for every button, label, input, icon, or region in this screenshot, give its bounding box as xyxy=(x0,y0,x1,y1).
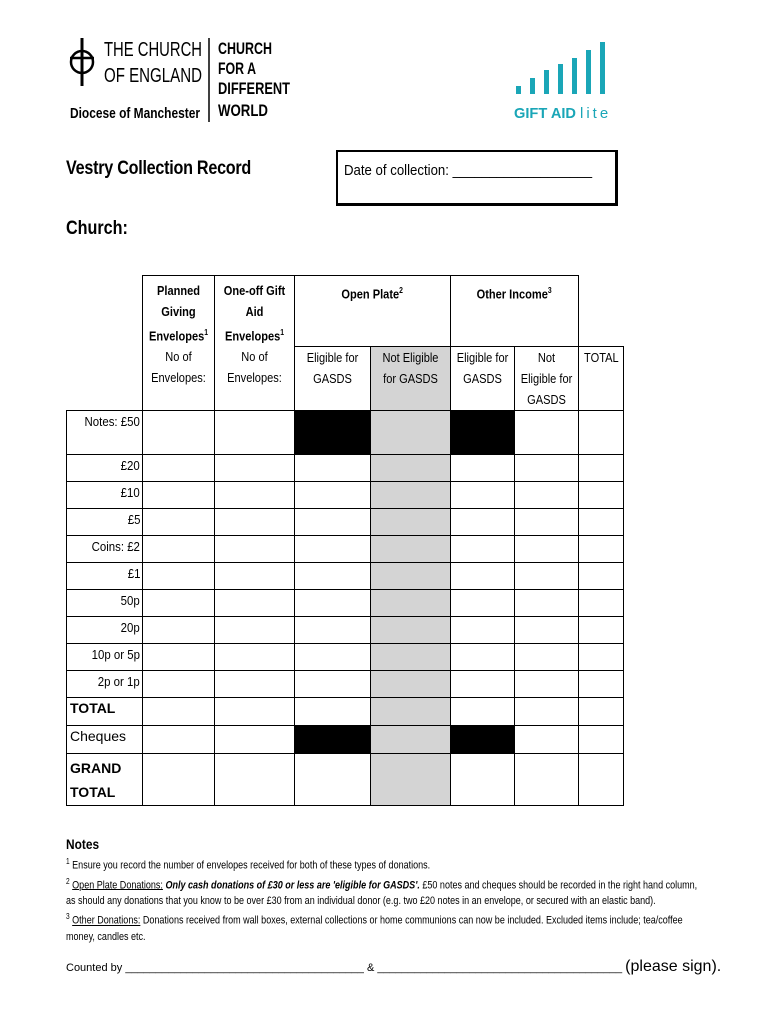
cell[interactable] xyxy=(143,725,215,753)
cell[interactable] xyxy=(451,643,515,670)
cell[interactable] xyxy=(515,589,579,616)
gift-aid-lite-text: lite xyxy=(580,105,612,122)
cell[interactable] xyxy=(215,616,295,643)
cell[interactable] xyxy=(215,589,295,616)
cell[interactable] xyxy=(515,643,579,670)
cell[interactable] xyxy=(215,410,295,454)
cell[interactable] xyxy=(295,697,371,725)
cell[interactable] xyxy=(371,589,451,616)
cell[interactable] xyxy=(371,535,451,562)
cell[interactable] xyxy=(451,697,515,725)
date-of-collection-box[interactable] xyxy=(336,150,618,206)
cell[interactable] xyxy=(515,410,579,454)
ampersand: & xyxy=(366,962,375,974)
cell[interactable] xyxy=(451,535,515,562)
cell[interactable] xyxy=(371,481,451,508)
table-row xyxy=(67,643,624,670)
cell[interactable] xyxy=(579,589,624,616)
table-row-grand-total xyxy=(67,753,624,805)
table-row xyxy=(67,481,624,508)
cell[interactable] xyxy=(143,562,215,589)
cell[interactable] xyxy=(579,697,624,725)
table-row xyxy=(67,535,624,562)
cell[interactable] xyxy=(515,535,579,562)
sub-open-plate-not-eligible: Not Eligible for GASDS xyxy=(371,346,451,410)
cell[interactable] xyxy=(371,508,451,535)
cell[interactable] xyxy=(143,670,215,697)
note-3: $^3$ Other Donations: Donations received from wall boxes, external collections or home communions can now be included. Excluded items include; tea/coffee money, candles etc. xyxy=(66,912,683,943)
cfdw-line3: DIFFERENT xyxy=(218,79,291,98)
cell-blocked xyxy=(295,725,371,753)
row-label-50p: 50p xyxy=(67,589,143,616)
notes-title: Notes xyxy=(66,836,100,852)
cell[interactable] xyxy=(515,753,579,805)
table-row xyxy=(67,562,624,589)
cell[interactable] xyxy=(371,670,451,697)
gift-aid-lite-logo xyxy=(508,38,628,124)
cell[interactable] xyxy=(143,508,215,535)
row-label-cheques: Cheques xyxy=(67,725,143,753)
cell[interactable] xyxy=(371,410,451,454)
cell[interactable] xyxy=(371,697,451,725)
sub-other-eligible: Eligible for GASDS xyxy=(451,346,515,410)
header-open-plate: Open Plate$^2$ xyxy=(295,276,451,347)
cell[interactable] xyxy=(215,508,295,535)
cell-blocked xyxy=(451,410,515,454)
header-other-income: Other Income$^3$ xyxy=(451,276,579,347)
cell[interactable] xyxy=(143,643,215,670)
signature-line-2[interactable]: ________________________________________ xyxy=(377,962,623,974)
cell[interactable] xyxy=(295,481,371,508)
cell[interactable] xyxy=(143,454,215,481)
sub-open-plate-eligible: Eligible for GASDS xyxy=(295,346,371,410)
cell-blocked xyxy=(451,725,515,753)
row-label-2: Coins: £2 xyxy=(67,535,143,562)
row-label-10p-5p: 10p or 5p xyxy=(67,643,143,670)
cell[interactable] xyxy=(451,589,515,616)
cell[interactable] xyxy=(515,562,579,589)
cell[interactable] xyxy=(451,670,515,697)
cell[interactable] xyxy=(215,562,295,589)
cell[interactable] xyxy=(295,616,371,643)
table-row-total xyxy=(67,697,624,725)
cell[interactable] xyxy=(295,535,371,562)
cell[interactable] xyxy=(515,697,579,725)
cell[interactable] xyxy=(143,753,215,805)
cfdw-line1: CHURCH xyxy=(218,39,272,58)
signature-line-1[interactable]: _______________________________________ xyxy=(125,962,364,974)
cell[interactable] xyxy=(295,753,371,805)
note-1: $^1$ Ensure you record the number of envelopes received for both of these types of donations. xyxy=(66,857,431,872)
cell[interactable] xyxy=(371,643,451,670)
cell-blocked xyxy=(295,410,371,454)
cell[interactable] xyxy=(215,481,295,508)
table-row xyxy=(67,589,624,616)
table-row xyxy=(67,670,624,697)
cell[interactable] xyxy=(143,481,215,508)
header-one-off-gift-aid: One-off Gift Aid Envelopes$^1$ xyxy=(215,276,295,347)
cell[interactable] xyxy=(295,643,371,670)
row-label-grand-total: GRAND TOTAL xyxy=(67,753,143,805)
cell[interactable] xyxy=(451,753,515,805)
coe-line1: THE CHURCH xyxy=(104,39,202,61)
sub-oneoff-no-envelopes: No of Envelopes: xyxy=(215,346,295,410)
cell[interactable] xyxy=(215,454,295,481)
cell[interactable] xyxy=(515,481,579,508)
cell[interactable] xyxy=(295,670,371,697)
cell[interactable] xyxy=(515,454,579,481)
cell[interactable] xyxy=(295,589,371,616)
row-label-total: TOTAL xyxy=(67,697,143,725)
cell[interactable] xyxy=(579,481,624,508)
row-label-20: £20 xyxy=(67,454,143,481)
cell[interactable] xyxy=(215,643,295,670)
page-title: Vestry Collection Record xyxy=(66,158,252,179)
table-row xyxy=(67,410,624,454)
coe-line2: OF ENGLAND xyxy=(104,65,202,87)
row-label-5: £5 xyxy=(67,508,143,535)
cell[interactable] xyxy=(143,589,215,616)
date-of-collection-label: Date of collection: ___________________ xyxy=(344,162,593,179)
counted-by-signature[interactable] xyxy=(66,958,721,976)
cell[interactable] xyxy=(295,454,371,481)
cell[interactable] xyxy=(451,481,515,508)
note-2: $^2$ Open Plate Donations: Only cash donations of £30 or less are 'eligible for GASDS'. £50 notes and cheques should be recorded in the right hand column, as should any donations that you know to be over £30 from an individual donor (e.g. two £20 notes in an envelope, or secured with an elastic band). xyxy=(66,876,698,908)
cell[interactable] xyxy=(579,508,624,535)
cell[interactable] xyxy=(215,725,295,753)
church-of-england-logo xyxy=(68,36,298,126)
table-row xyxy=(67,454,624,481)
cell[interactable] xyxy=(515,616,579,643)
cell[interactable] xyxy=(215,697,295,725)
cell[interactable] xyxy=(579,562,624,589)
coe-diocese: Diocese of Manchester xyxy=(70,105,201,122)
cell[interactable] xyxy=(579,753,624,805)
cell[interactable] xyxy=(451,562,515,589)
cfdw-line4: WORLD xyxy=(218,101,268,120)
cell[interactable] xyxy=(371,616,451,643)
cell[interactable] xyxy=(579,670,624,697)
cell[interactable] xyxy=(579,616,624,643)
cell[interactable] xyxy=(515,725,579,753)
cell[interactable] xyxy=(579,643,624,670)
cell[interactable] xyxy=(143,535,215,562)
cell[interactable] xyxy=(515,508,579,535)
please-sign-label: (please sign). xyxy=(625,958,722,975)
signal-bars-icon xyxy=(516,42,605,94)
cell[interactable] xyxy=(371,562,451,589)
table-row-cheques xyxy=(67,725,624,753)
counted-by-label: Counted by xyxy=(66,962,123,974)
cell[interactable] xyxy=(295,508,371,535)
cell[interactable] xyxy=(215,753,295,805)
row-label-1: £1 xyxy=(67,562,143,589)
cell[interactable] xyxy=(143,697,215,725)
cell[interactable] xyxy=(371,725,451,753)
cell[interactable] xyxy=(451,616,515,643)
row-label-2p-1p: 2p or 1p xyxy=(67,670,143,697)
collection-table xyxy=(66,275,624,806)
cell[interactable] xyxy=(579,454,624,481)
cell[interactable] xyxy=(579,725,624,753)
cell[interactable] xyxy=(295,562,371,589)
cell[interactable] xyxy=(215,535,295,562)
cell[interactable] xyxy=(143,616,215,643)
cell[interactable] xyxy=(451,454,515,481)
row-label-10: £10 xyxy=(67,481,143,508)
cell[interactable] xyxy=(579,535,624,562)
cell[interactable] xyxy=(143,410,215,454)
table-row xyxy=(67,508,624,535)
cell[interactable] xyxy=(371,454,451,481)
cell[interactable] xyxy=(515,670,579,697)
header-planned-giving: Planned Giving Envelopes$^1$ xyxy=(143,276,215,347)
church-label: Church: xyxy=(66,218,128,239)
cell[interactable] xyxy=(215,670,295,697)
cell[interactable] xyxy=(579,410,624,454)
table-row xyxy=(67,616,624,643)
notes-section xyxy=(66,836,706,945)
sub-other-not-eligible: Not Eligible for GASDS xyxy=(515,346,579,410)
cell[interactable] xyxy=(451,508,515,535)
gift-aid-text: GIFT AID xyxy=(514,105,577,122)
sub-total: TOTAL xyxy=(579,346,624,410)
row-label-20p: 20p xyxy=(67,616,143,643)
cfdw-line2: FOR A xyxy=(218,59,256,78)
sub-planned-no-envelopes: No of Envelopes: xyxy=(143,346,215,410)
cell[interactable] xyxy=(371,753,451,805)
cross-icon xyxy=(70,38,94,86)
row-label-50: Notes: £50 xyxy=(67,410,143,454)
